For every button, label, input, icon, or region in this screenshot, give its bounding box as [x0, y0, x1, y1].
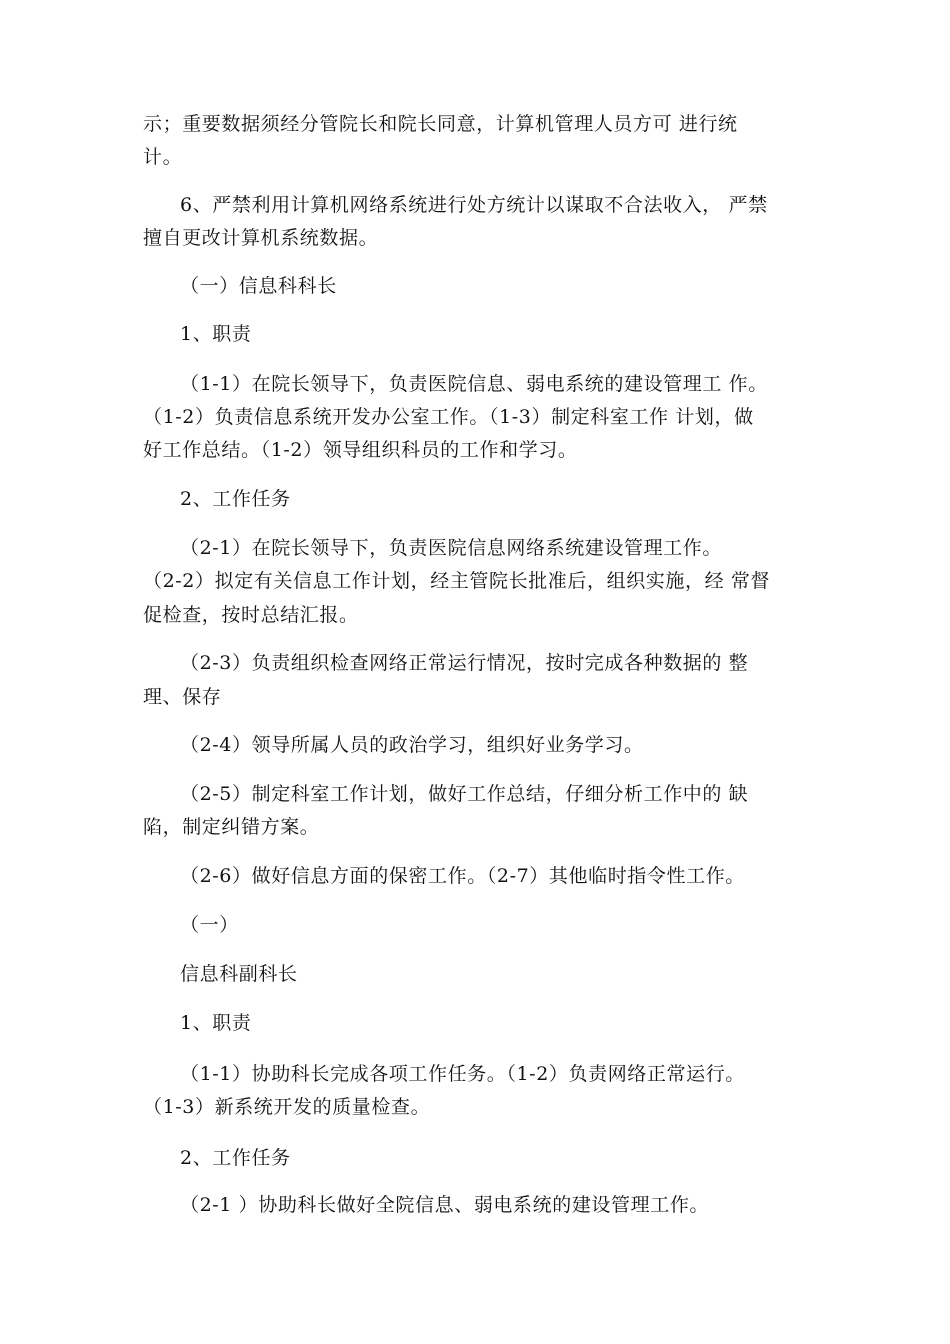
text-line: （1-2）负责信息系统开发办公室工作。（1-3）制定科室工作 计划，做 [143, 406, 754, 428]
text-line: （2-1 ）协助科长做好全院信息、弱电系统的建设管理工作。 [180, 1194, 710, 1216]
text-line: 促检查，按时总结汇报。 [143, 604, 359, 626]
text-line: 擅自更改计算机系统数据。 [143, 227, 379, 249]
text-line: （2-1）在院长领导下，负责医院信息网络系统建设管理工作。 [180, 537, 722, 559]
text-line: （1-1）在院长领导下，负责医院信息、弱电系统的建设管理工 作。 [180, 373, 768, 395]
subsection-heading: 2、工作任务 [180, 488, 291, 510]
subsection-heading: 2、工作任务 [180, 1147, 291, 1169]
text-line: 示；重要数据须经分管院长和院长同意，计算机管理人员方可 进行统 [143, 113, 738, 135]
text-line: 陷，制定纠错方案。 [143, 816, 320, 838]
text-line: （2-5）制定科室工作计划，做好工作总结，仔细分析工作中的 缺 [180, 783, 749, 805]
text-line: （2-6）做好信息方面的保密工作。（2-7）其他临时指令性工作。 [180, 865, 745, 887]
subsection-heading: 1、职责 [180, 323, 252, 345]
text-line: （2-2）拟定有关信息工作计划，经主管院长批准后，组织实施，经 常督 [143, 570, 771, 592]
text-line: 6、严禁利用计算机网络系统进行处方统计以谋取不合法收入， 严禁 [180, 194, 768, 216]
text-line: 计。 [143, 146, 183, 168]
text-line: 好工作总结。（1-2）领导组织科员的工作和学习。 [143, 439, 578, 461]
section-heading: （一）信息科科长 [180, 275, 337, 297]
subsection-heading: 1、职责 [180, 1012, 252, 1034]
text-line: （2-3）负责组织检查网络正常运行情况，按时完成各种数据的 整 [180, 652, 749, 674]
section-heading: （一） [180, 914, 239, 936]
section-heading: 信息科副科长 [180, 963, 298, 985]
text-line: （2-4）领导所属人员的政治学习，组织好业务学习。 [180, 734, 644, 756]
text-line: 理、保存 [143, 686, 222, 708]
text-line: （1-3）新系统开发的质量检查。 [143, 1096, 431, 1118]
text-line: （1-1）协助科长完成各项工作任务。（1-2）负责网络正常运行。 [180, 1063, 745, 1085]
